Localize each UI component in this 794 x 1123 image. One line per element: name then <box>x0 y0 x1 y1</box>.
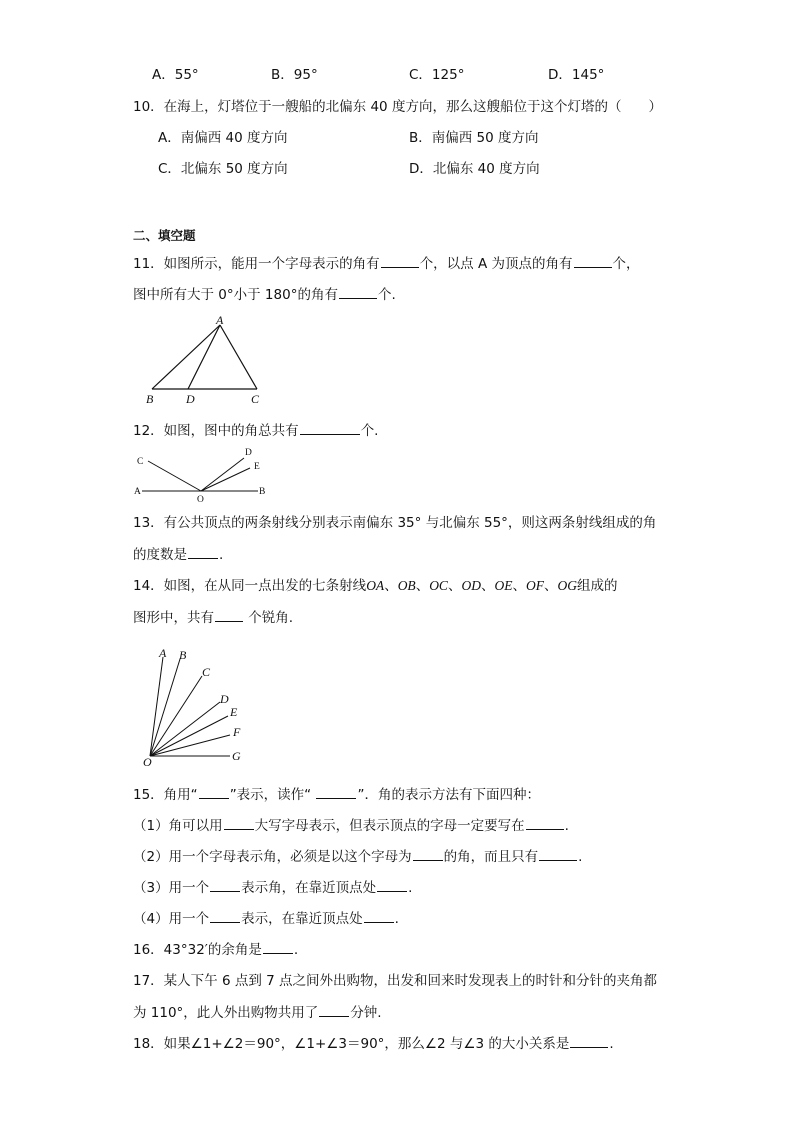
q15-s4-text-c: . <box>394 911 399 927</box>
q9-option-a: A．55° <box>152 67 199 83</box>
q12-blank[interactable] <box>300 421 360 435</box>
q14-ray-of: OF <box>525 578 544 593</box>
q15-s3-blank-1[interactable] <box>210 878 240 892</box>
q15-line3 <box>133 878 412 897</box>
q15-s2-text-b: 的角，而且只有 <box>443 849 539 865</box>
q15-text-3: ”．角的表示方法有下面四种： <box>357 787 540 803</box>
q16-line <box>133 940 298 959</box>
q17-line1: 17．某人下午 6 点到 7 点之间外出购物，出发和回来时发现表上的时针和分针的夹角都 <box>133 973 658 989</box>
q14-label-f: F <box>233 725 241 739</box>
q15-s1-text-c: . <box>564 818 569 834</box>
q15-line4 <box>133 909 399 928</box>
q15-s1-text-b: 大写字母表示，但表示顶点的字母一定要写在 <box>254 818 525 834</box>
q15-s2-blank-1[interactable] <box>413 847 443 861</box>
q14-sep-6: 、 <box>543 578 558 594</box>
q14-label-b: B <box>179 648 187 662</box>
q9-option-b: B．95° <box>271 67 318 83</box>
q14-ray-oc: OC <box>429 578 448 593</box>
q15-line0 <box>133 785 540 804</box>
q13-line1: 13．有公共顶点的两条射线分别表示南偏东 35° 与北偏东 55°，则这两条射线组成的角 <box>133 515 657 531</box>
q12-ray-od <box>201 458 244 491</box>
q12-line <box>133 421 378 440</box>
q16-text-2: . <box>293 942 299 958</box>
q14-label-c: C <box>202 665 211 679</box>
q12-label-o: O <box>197 495 204 504</box>
q11-label-c: C <box>251 392 260 406</box>
q14-label-g: G <box>232 749 241 763</box>
q14-sep-1: 、 <box>384 578 398 594</box>
q12-label-b: B <box>259 487 266 497</box>
q14-sep-5: 、 <box>512 578 526 594</box>
q15-s3-text-b: 表示角，在靠近顶点处 <box>241 880 377 896</box>
q14-label-e: E <box>230 705 238 719</box>
q14-seven-rays-figure <box>140 645 260 770</box>
q12-text-2: 个. <box>360 423 379 439</box>
q11-segment-ad <box>188 325 220 389</box>
q11-text-1: 11．如图所示，能用一个字母表示的角有 <box>133 256 380 272</box>
q15-s4-text-a: （4）用一个 <box>133 911 210 927</box>
q18-blank[interactable] <box>570 1034 608 1048</box>
q15-s2-blank-2[interactable] <box>539 847 577 861</box>
q18-text-2: . <box>609 1036 614 1052</box>
q13-line2 <box>133 545 223 564</box>
q14-label-o: O <box>143 755 152 769</box>
q14-text-4: 个锐角. <box>244 610 294 626</box>
q11-segment-ac <box>220 325 257 389</box>
q17-blank[interactable] <box>319 1003 349 1017</box>
q15-s1-text-a: （1）角可以用 <box>133 818 223 834</box>
section-title: 二、填空题 <box>133 228 196 243</box>
q12-ray-oe <box>201 468 250 491</box>
q14-text-2: 组成的 <box>576 578 618 594</box>
q15-s3-blank-2[interactable] <box>377 878 407 892</box>
q14-text-1: 14．如图，在从同一点出发的七条射线 <box>133 578 367 594</box>
q12-label-e: E <box>254 462 260 472</box>
q14-ray-oe: OE <box>494 578 513 593</box>
q15-s4-blank-1[interactable] <box>210 909 240 923</box>
q14-ray-line-b <box>150 659 180 756</box>
q15-s1-blank-2[interactable] <box>526 816 564 830</box>
q14-sep-2: 、 <box>415 578 430 594</box>
q11-line2 <box>133 285 396 304</box>
q14-ray-line-a <box>150 657 163 756</box>
q15-blank-symbol[interactable] <box>199 785 229 799</box>
q17-text-1: 为 110°，此人外出购物共用了 <box>133 1005 319 1021</box>
q11-label-d: D <box>186 392 195 406</box>
q12-text-1: 12．如图，图中的角总共有 <box>133 423 299 439</box>
q14-blank[interactable] <box>215 608 243 622</box>
q11-text-3: 个， <box>612 256 640 272</box>
q15-s2-text-c: . <box>578 849 583 865</box>
q14-ray-line-d <box>150 702 220 756</box>
q11-text-4: 图中所有大于 0°小于 180°的角有 <box>133 287 338 303</box>
q11-text-5: 个. <box>377 287 396 303</box>
q11-line1 <box>133 254 640 273</box>
q10-option-c: C．北偏东 50 度方向 <box>158 161 288 177</box>
q11-triangle-figure <box>140 314 270 406</box>
q15-s4-text-b: 表示，在靠近顶点处 <box>241 911 363 927</box>
q9-option-c: C．125° <box>409 67 465 83</box>
q13-text-2: . <box>219 547 224 563</box>
q11-segment-ab <box>152 325 220 389</box>
q16-text-1: 16．43°32′的余角是 <box>133 942 262 958</box>
q10-stem: 10．在海上，灯塔位于一艘船的北偏东 40 度方向，那么这艘船位于这个灯塔的（ ） <box>133 99 662 115</box>
q17-text-2: 分钟. <box>350 1005 382 1021</box>
q14-label-d: D <box>220 692 229 706</box>
q15-s3-text-c: . <box>408 880 413 896</box>
q11-blank-1[interactable] <box>381 254 419 268</box>
q12-label-d: D <box>245 448 252 458</box>
q12-rays-figure <box>126 444 276 504</box>
q11-label-b: B <box>146 392 154 406</box>
q15-line2 <box>133 847 582 866</box>
q15-s3-text-a: （3）用一个 <box>133 880 210 896</box>
q14-ray-og: OG <box>557 578 577 593</box>
q11-blank-2[interactable] <box>574 254 612 268</box>
q14-ray-ob: OB <box>397 578 416 593</box>
q13-blank[interactable] <box>188 545 218 559</box>
q18-text-1: 18．如果∠1+∠2＝90°，∠1+∠3＝90°，那么∠2 与∠3 的大小关系是 <box>133 1036 570 1052</box>
q17-line2 <box>133 1003 382 1022</box>
q14-ray-od: OD <box>461 578 481 593</box>
q12-ray-oc <box>148 461 201 491</box>
q15-s1-blank-1[interactable] <box>224 816 254 830</box>
q15-s2-text-a: （2）用一个字母表示角，必须是以这个字母为 <box>133 849 412 865</box>
q15-text-1: 15．角用“ <box>133 787 198 803</box>
q10-option-a: A．南偏西 40 度方向 <box>158 130 288 146</box>
q10-option-b: B．南偏西 50 度方向 <box>409 130 539 146</box>
q10-option-d: D．北偏东 40 度方向 <box>409 161 540 177</box>
q12-label-a: A <box>134 487 141 497</box>
q14-line2 <box>133 608 293 627</box>
q11-text-2: 个，以点 A 为顶点的角有 <box>419 256 573 272</box>
q14-line1 <box>133 577 617 595</box>
q11-blank-3[interactable] <box>339 285 377 299</box>
q14-text-3: 图形中，共有 <box>133 610 214 626</box>
q12-label-c: C <box>137 457 144 467</box>
q13-text-1: 的度数是 <box>133 547 187 563</box>
q14-label-a: A <box>159 646 167 660</box>
q15-s4-blank-2[interactable] <box>364 909 394 923</box>
q18-line <box>133 1034 614 1053</box>
q14-sep-4: 、 <box>480 578 495 594</box>
q15-line1 <box>133 816 569 835</box>
q9-option-d: D．145° <box>548 67 605 83</box>
q11-label-a: A <box>216 314 224 327</box>
q15-text-2: ”表示，读作“ <box>229 787 316 803</box>
q14-ray-line-e <box>150 716 228 756</box>
q14-sep-3: 、 <box>447 578 462 594</box>
q14-ray-oa: OA <box>366 578 385 593</box>
q16-blank[interactable] <box>263 940 293 954</box>
q15-blank-reading[interactable] <box>316 785 356 799</box>
